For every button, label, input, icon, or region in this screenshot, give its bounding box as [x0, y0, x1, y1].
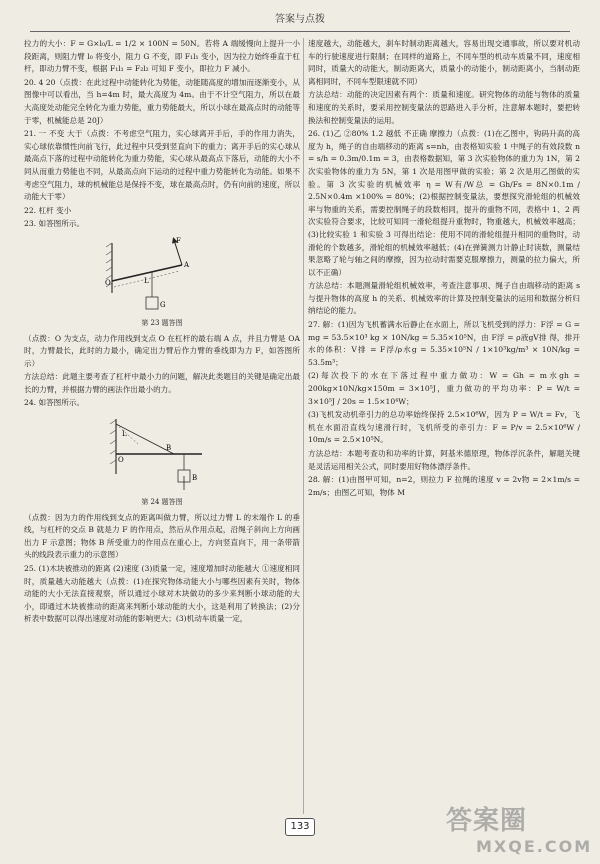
answer-25: 25. (1)木块被推动的距离 (2)速度 (3)质量一定，速度增加时动能越大 ①速度相同时，质量越大动能越大（点拨：(1)在探究物体动能大小与哪些因素有关时，物体动能的大小无法直接观察，所以通过小球对木块做功的多少来判断小球动能的大小，即通过木块被推动的距离来判断小球动能的大小，这是利用了转换法；(2)分析表中数据可以得出速度对动能的影响更大；(3)机动车质量一定，	[24, 564, 300, 624]
svg-text:O: O	[105, 278, 111, 287]
svg-text:B: B	[166, 444, 172, 453]
site-watermark	[446, 800, 593, 860]
answer-27-part1: 27. 解：(1)因为飞机蓄满水后静止在水面上，所以飞机受到的浮力：F浮 = G = mg = 53.5×10³ kg × 10N/kg = 5.35×10⁵N，由 F浮 = ρ液gV排 得，排开水的体积：V排 = F浮/ρ水g = 5.35×10⁵N / 1×10³kg/m³ × 10N/kg = 53.5m³；	[308, 320, 580, 367]
answer-26-method: 方法总结：本题测量滑轮组机械效率，考查注意事项、绳子自由端移动的距离 s 与提升物体的高度 h 的关系、机械效率的计算及控制变量法的运用和数据分析归纳结论的能力。	[308, 281, 580, 316]
watermark-logo-text: 答案圈	[446, 806, 528, 836]
page-number: 133	[285, 818, 315, 836]
answer-22: 22. 杠杆 变小	[24, 205, 72, 215]
column-divider	[303, 38, 304, 814]
answer-27-method: 方法总结：本题考查功和功率的计算，阿基米德原理，物体浮沉条件，解题关键是灵活运用相关公式，同时要用好物体漂浮条件。	[308, 449, 580, 471]
svg-text:O: O	[118, 456, 124, 465]
page-header: 答案与点拨	[30, 10, 570, 32]
right-column	[308, 38, 580, 822]
watermark-url: MXQE.COM	[476, 837, 593, 856]
answer-23-method: 方法总结：此题主要考查了杠杆中最小力的问题，解决此类题目的关键是确定出最长的力臂，并根据力臂的画法作出最小的力。	[24, 372, 300, 394]
answer-23-hint: （点拨：O 为支点，动力作用线到支点 O 在杠杆的最右端 A 点，并且力臂是 OA 时，力臂最长，此时的力最小，确定出力臂后作力臂的垂线即为力 F，如答图所示）	[24, 333, 300, 368]
svg-text:F: F	[176, 236, 181, 245]
left-column	[24, 38, 300, 822]
answer-25-cont: 速度越大，动能越大，刹车时制动距离越大，容易出现交通事故，所以要对机动车的行驶速度进行限制；在同样的道路上，不同车型的机动车质量不同，速度相同时，质量大的动能大，制动距离大，质量小的动能小，制动距离小，当制动距离相同时，不同车型限速就不同）	[308, 39, 580, 86]
answer-27-part2: (2)每次投下的水在下落过程中重力做功：W = Gh = m水gh = 200kg×10N/kg×150m = 3×10⁵J，重力做功的平均功率：P = W/t = 3×10⁵J / 20s = 1.5×10⁴W；	[308, 371, 580, 406]
figure-23-caption: 第 23 题答图	[141, 318, 183, 327]
lever-diagram-24	[94, 414, 224, 494]
lever-diagram-23	[94, 235, 224, 315]
figure-24-caption: 第 24 题答图	[141, 498, 183, 507]
svg-text:L: L	[144, 276, 149, 285]
answer-27-part3: (3)飞机发动机牵引力的总功率始终保持 2.5×10⁶W，因为 P = W/t = Fv，飞机在水面沿直线匀速滑行时，飞机所受的牵引力：F = P/v = 2.5×10⁶W / 10m/s = 2.5×10⁵N。	[308, 410, 580, 445]
figure-23	[94, 235, 224, 315]
svg-text:L: L	[122, 430, 127, 439]
answer-19-cont: 拉力的大小：F = G×l₀/L = 1/2 × 100N = 50N。若将 A 端缓慢向上提升一小段距离，则阻力臂 l₀ 将变小，阻力 G 不变，即 F₁l₁ 变小，因为拉力始终垂直于杠杆，即动力臂不变，根据 F₁l₁ = F₂l₂ 可知 F 变小，即拉力 F 减小。	[24, 39, 300, 74]
svg-text:B: B	[192, 474, 198, 483]
answer-21: 21. 一 不变 大于（点拨：不考虑空气阻力，实心球离开手后，手的作用力消失，实心球依靠惯性向前飞行，此过程中只受到竖直向下的重力；离开手后的实心球从最高点下落的过程中动能转化为重力势能，实心球从最高点下落后，动能的大小不同从而重力势能也不同，从最高点向下运动的过程中重力势能转化为动能。如果不考虑空气阻力，球的机械能总是保持不变，球在最高点时，仍有向前的速度，所以动能大于零）	[24, 129, 300, 202]
answer-28: 28. 解：(1)由图甲可知，n=2，则拉力 F 拉绳的速度 v = 2v物 = 2×1m/s = 2m/s；由图乙可知，物体 M	[308, 475, 580, 497]
svg-text:G: G	[160, 300, 166, 309]
answer-26: 26. (1)乙 ②80% 1.2 越低 不正确 摩擦力（点拨：(1)在乙图中，钩码升高的高度为 h，绳子的自由端移动的距离 s=nh，由表格知实验 1 中绳子的有效段数 n = s/h = 0.3m/0.1m = 3，由表格数据知，第 3 次实验物体的重力为 1N，第 2 次实验物体的重力为 5N，第 1 次是用图甲做的实验；第 2 次是用乙图做的实验。第 3 次实验的机械效率 η = W有/W总 = Gh/Fs = 8N×0.1m / 2.5N×0.4m ×100% = 80%；(2)根据控制变量法，要想探究滑轮组的机械效率与物重的关系，需要控制绳子的段数相同，提升的重物不同，表格中 1、2 两次实验符合要求，比较可知同一滑轮组提升重物时，物重越大，机械效率越高；(3)比较实验 1 和实验 3 可得出结论：使用不同的滑轮组提升相同的重物时，动滑轮的个数越多，滑轮组的机械效率越低；(4)在弹簧测力计静止时读数，测量结果忽略了轮与轴之间的摩擦，因为拉动时需要克服摩擦力，测量的拉力偏大，所以不正确）	[308, 129, 580, 277]
figure-24	[94, 414, 224, 494]
answer-24-hint: （点拨：因为力的作用线到支点的距离叫做力臂，所以过力臂 L 的末端作 L 的垂线，与杠杆的交点 B 就是力 F 的作用点，然后从作用点起，沿绳子斜向上方向画出力 F 示意图；物体 B 所受重力的作用点在重心上，方向竖直向下，用一条带箭头的线段表示重力的示意图）	[24, 512, 300, 560]
answer-23: 23. 如答图所示。	[24, 219, 85, 229]
answer-25-method: 方法总结：动能的决定因素有两个：质量和速度。研究物体的动能与物体的质量和速度的关系时，要采用控制变量法的思路进入手分析，注意解本题时，要把转换法和控制变量法的运用。	[308, 90, 580, 125]
answer-24: 24. 如答图所示。	[24, 398, 85, 408]
answer-20: 20. 4 20（点拨：在此过程中动能转化为势能，动能随高度的增加而逐渐变小，从图像中可以看出，当 h=4m 时，最大高度为 4m。由于不计空气阻力，所以在最大高度处动能完全转化为重力势能，重力势能最大，所以小球在最高点时的动能等于零，机械能总是 20J）	[24, 77, 300, 125]
svg-text:A: A	[184, 260, 190, 269]
